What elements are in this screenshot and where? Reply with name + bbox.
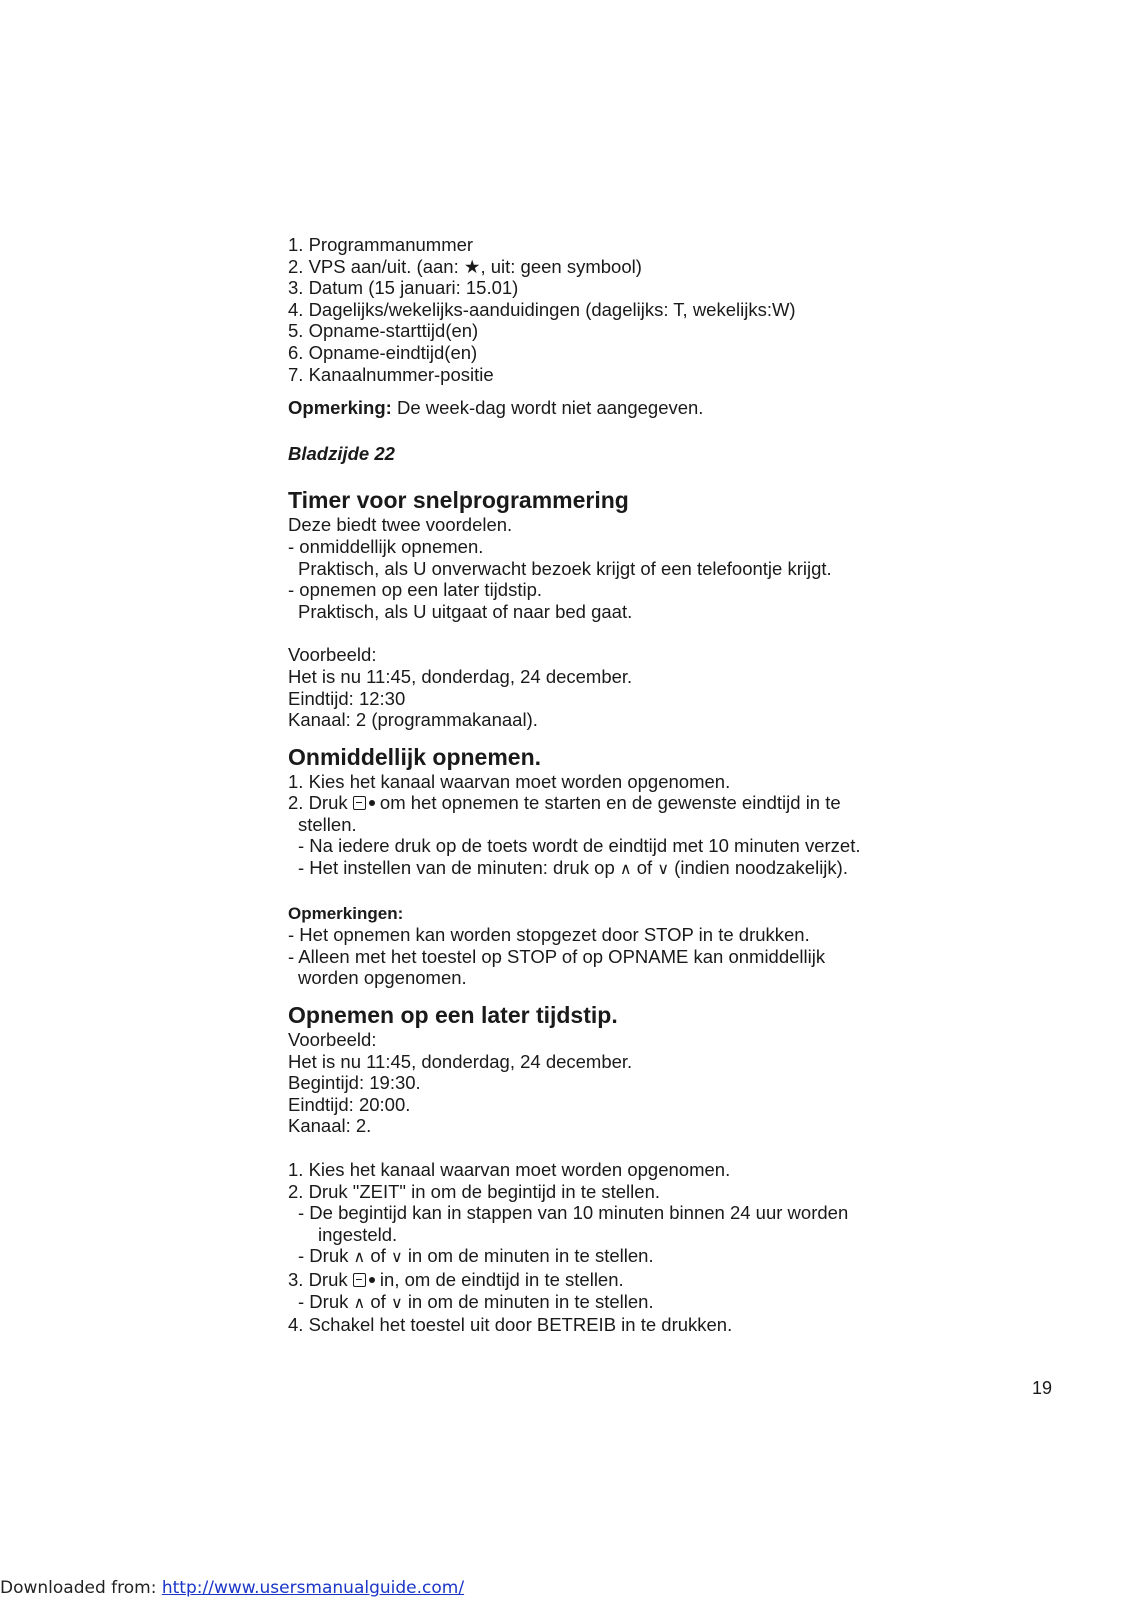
page-content bbox=[288, 234, 1048, 1336]
note-label: Opmerking: bbox=[288, 397, 392, 419]
note-text: De week-dag wordt niet aangegeven. bbox=[391, 397, 704, 419]
down-arrow-icon: ∨ bbox=[390, 1249, 403, 1267]
example-line: Voorbeeld: bbox=[288, 644, 377, 666]
text-line: Deze biedt twee voordelen. bbox=[288, 514, 513, 536]
note-item: - Alleen met het toestel op STOP of op OPNAME kan onmiddellijk bbox=[288, 945, 826, 967]
sub-step bbox=[288, 857, 1048, 881]
step-text: - Druk bbox=[298, 1290, 349, 1312]
step-text: of bbox=[636, 857, 653, 879]
step-text: of bbox=[370, 1290, 386, 1312]
text-line: - onmiddellijk opnemen. bbox=[288, 535, 484, 557]
step-text: 3. Druk bbox=[288, 1268, 348, 1290]
download-footer bbox=[0, 1578, 464, 1598]
step bbox=[288, 1269, 1048, 1291]
page-number: 19 bbox=[1032, 1378, 1053, 1398]
page-reference: Bladzijde 22 bbox=[288, 442, 395, 464]
section-title-later: Opnemen op een later tijdstip. bbox=[288, 1002, 618, 1029]
list-item: 7. Kanaalnummer-positie bbox=[288, 363, 494, 385]
section-title-timer: Timer voor snelprogrammering bbox=[288, 487, 629, 514]
note-weekday bbox=[288, 397, 1048, 419]
sub-step-continued: ingesteld. bbox=[318, 1223, 398, 1245]
legend-list bbox=[288, 234, 1048, 385]
list-item: 6. Opname-eindtijd(en) bbox=[288, 341, 478, 363]
step-text: 2. Druk bbox=[288, 792, 348, 814]
sub-step bbox=[288, 1291, 1048, 1315]
sub-step: - Na iedere druk op de toets wordt de eindtijd met 10 minuten verzet. bbox=[298, 835, 861, 857]
step-text: of bbox=[370, 1245, 386, 1267]
step: 1. Kies het kanaal waarvan moet worden opgenomen. bbox=[288, 770, 731, 792]
list-item: 4. Dagelijks/wekelijks-aanduidingen (dagelijks: T, wekelijks:W) bbox=[288, 298, 796, 320]
step-continued: stellen. bbox=[298, 813, 357, 835]
up-arrow-icon: ∧ bbox=[353, 1294, 366, 1312]
step-text: (indien noodzakelijk). bbox=[674, 857, 848, 879]
example-line: Voorbeeld: bbox=[288, 1029, 377, 1051]
sub-step: - De begintijd kan in stappen van 10 minuten binnen 24 uur worden bbox=[298, 1202, 849, 1224]
step-text: om het opnemen te starten en de gewenste eindtijd in te bbox=[374, 792, 841, 814]
step-text: in om de minuten in te stellen. bbox=[407, 1290, 654, 1312]
list-item: 5. Opname-starttijd(en) bbox=[288, 320, 479, 342]
down-arrow-icon: ∨ bbox=[390, 1294, 403, 1312]
step bbox=[288, 792, 1048, 814]
text-line: Praktisch, als U uitgaat of naar bed gaat. bbox=[298, 600, 633, 622]
list-item: 3. Datum (15 januari: 15.01) bbox=[288, 277, 519, 299]
note-item: worden opgenomen. bbox=[298, 967, 467, 989]
up-arrow-icon: ∧ bbox=[353, 1249, 366, 1267]
down-arrow-icon: ∨ bbox=[657, 861, 670, 879]
example-line: Eindtijd: 12:30 bbox=[288, 687, 406, 709]
timer-record-icon bbox=[353, 1273, 366, 1287]
step-text: in, om de eindtijd in te stellen. bbox=[374, 1268, 624, 1290]
step: 4. Schakel het toestel uit door BETREIB in te drukken. bbox=[288, 1314, 733, 1336]
example-line: Eindtijd: 20:00. bbox=[288, 1093, 411, 1115]
list-item: 1. Programmanummer bbox=[288, 234, 474, 255]
step-text: - Het instellen van de minuten: druk op bbox=[298, 857, 615, 879]
text-line: Praktisch, als U onverwacht bezoek krijgt of een telefoontje krijgt. bbox=[298, 557, 832, 579]
notes-label: Opmerkingen: bbox=[288, 903, 404, 923]
footer-link[interactable]: http://www.usersmanualguide.com/ bbox=[161, 1578, 465, 1598]
example-line: Kanaal: 2 (programmakanaal). bbox=[288, 709, 538, 731]
step: 2. Druk "ZEIT" in om de begintijd in te stellen. bbox=[288, 1180, 660, 1202]
timer-record-icon bbox=[353, 796, 366, 810]
note-item: - Het opnemen kan worden stopgezet door STOP in te drukken. bbox=[288, 924, 810, 946]
example-line: Het is nu 11:45, donderdag, 24 december. bbox=[288, 665, 633, 687]
example-line: Het is nu 11:45, donderdag, 24 december. bbox=[288, 1050, 633, 1072]
list-item: 2. VPS aan/uit. (aan: ★, uit: geen symbool) bbox=[288, 255, 642, 277]
sub-step bbox=[288, 1245, 1048, 1269]
example-line: Begintijd: 19:30. bbox=[288, 1072, 421, 1094]
text-line: - opnemen op een later tijdstip. bbox=[288, 579, 543, 601]
up-arrow-icon: ∧ bbox=[619, 861, 632, 879]
step-text: - Druk bbox=[298, 1245, 349, 1267]
step-text: in om de minuten in te stellen. bbox=[407, 1245, 654, 1267]
footer-prefix: Downloaded from: bbox=[0, 1578, 162, 1598]
section-title-immediate: Onmiddellijk opnemen. bbox=[288, 743, 542, 770]
step: 1. Kies het kanaal waarvan moet worden opgenomen. bbox=[288, 1159, 731, 1180]
example-line: Kanaal: 2. bbox=[288, 1115, 372, 1137]
